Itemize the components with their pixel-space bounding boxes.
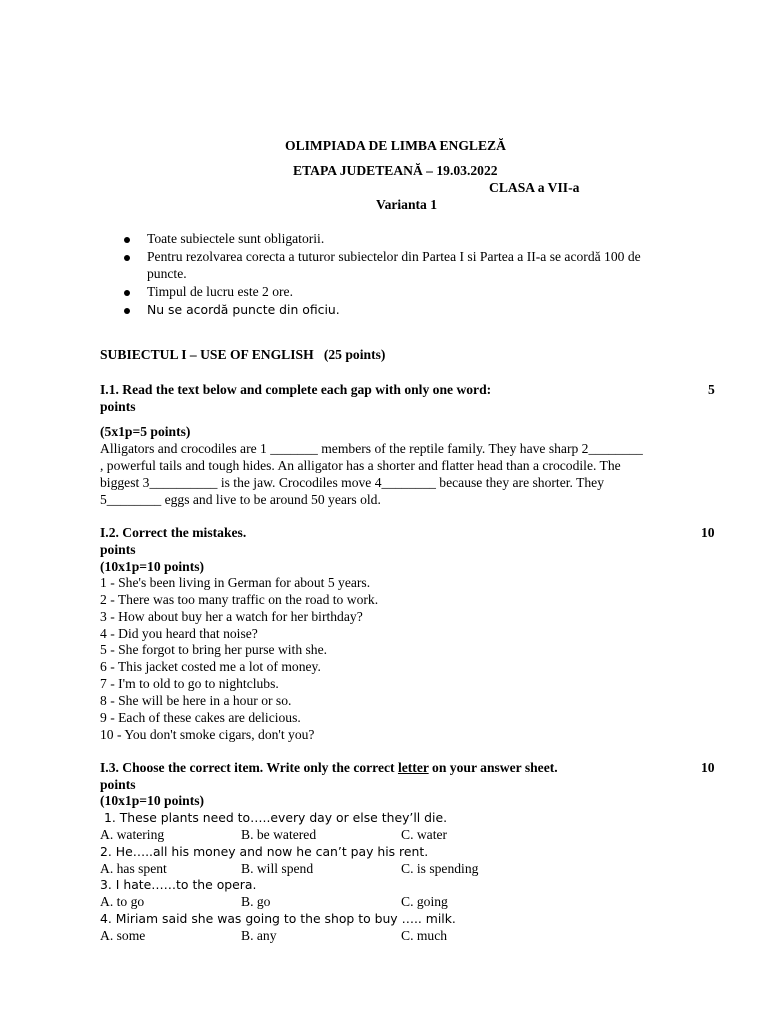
passage-line: , powerful tails and tough hides. An alligator has a shorter and flatter head than a crocodile. The: [100, 458, 621, 473]
option-b: B. go: [241, 894, 271, 909]
question-prompt: 4. Miriam said she was going to the shop to buy ….. milk.: [100, 911, 456, 926]
option-a: A. some: [100, 928, 146, 943]
exam-variant: Varianta 1: [376, 197, 438, 212]
question-prompt: 3. I hate……to the opera.: [100, 877, 257, 892]
mistake-item: 4 - Did you heard that noise?: [100, 626, 258, 641]
option-c: C. going: [401, 894, 448, 909]
option-a: A. to go: [100, 894, 145, 909]
passage-line: biggest 3__________ is the jaw. Crocodiles move 4________ because they are shorter. They: [100, 475, 604, 490]
mistake-item: 6 - This jacket costed me a lot of money.: [100, 659, 321, 674]
question-prompt: 2. He…..all his money and now he can’t pay his rent.: [100, 844, 429, 859]
section-points-word: points: [100, 399, 136, 414]
option-a: A. has spent: [100, 861, 167, 876]
option-c: C. is spending: [401, 861, 479, 876]
rule-item-continuation: puncte.: [147, 266, 187, 281]
mistake-item: 2 - There was too many traffic on the road to work.: [100, 592, 379, 607]
passage-line: 5________ eggs and live to be around 50 years old.: [100, 492, 381, 507]
option-b: B. any: [241, 928, 277, 943]
section-heading: I.2. Correct the mistakes.: [100, 525, 247, 540]
rule-item: Nu se acordă puncte din oficiu.: [147, 302, 340, 317]
option-c: C. much: [401, 928, 448, 943]
option-b: B. will spend: [241, 861, 314, 876]
rule-item: Pentru rezolvarea corecta a tuturor subiectelor din Partea I si Partea a II-a se acordă 100 de: [147, 249, 641, 264]
passage-line: Alligators and crocodiles are 1 _______ members of the reptile family. They have sharp 2________: [100, 441, 643, 456]
section-heading-after: on your answer sheet.: [428, 760, 558, 775]
option-c: C. water: [401, 827, 448, 842]
option-a: A. watering: [100, 827, 165, 842]
section-points-value: 5: [708, 382, 715, 397]
subject-title: SUBIECTUL I – USE OF ENGLISH (25 points): [100, 347, 386, 362]
option-b: B. be watered: [241, 827, 317, 842]
mistake-item: 5 - She forgot to bring her purse with she.: [100, 642, 328, 657]
rule-item: Timpul de lucru este 2 ore.: [147, 284, 293, 299]
bullet-icon: [124, 255, 130, 261]
mistake-item: 3 - How about buy her a watch for her birthday?: [100, 609, 363, 624]
section-heading-underlined: letter: [397, 760, 429, 775]
section-scoring: (10x1p=10 points): [100, 559, 205, 574]
exam-title: OLIMPIADA DE LIMBA ENGLEZĂ: [285, 138, 506, 153]
exam-class: CLASA a VII-a: [489, 180, 580, 195]
exam-stage: ETAPA JUDETEANĂ – 19.03.2022: [293, 163, 498, 178]
mistake-item: 7 - I'm to old to go to nightclubs.: [100, 676, 279, 691]
section-scoring: (10x1p=10 points): [100, 793, 205, 808]
bullet-icon: [124, 290, 130, 296]
mistake-item: 9 - Each of these cakes are delicious.: [100, 710, 301, 725]
section-heading: [100, 760, 558, 777]
mistake-item: 8 - She will be here in a hour or so.: [100, 693, 292, 708]
section-points-word: points: [100, 777, 136, 792]
mistake-item: 1 - She's been living in German for about 5 years.: [100, 575, 371, 590]
section-scoring: (5x1p=5 points): [100, 424, 191, 439]
rule-item: Toate subiectele sunt obligatorii.: [147, 231, 325, 246]
section-heading-before: I.3. Choose the correct item. Write only the correct: [100, 760, 398, 775]
section-points-value: 10: [701, 760, 715, 775]
question-prompt: 1. These plants need to…..every day or else they’ll die.: [100, 810, 448, 825]
section-heading: I.1. Read the text below and complete each gap with only one word:: [100, 382, 492, 397]
section-points-word: points: [100, 542, 136, 557]
mistake-item: 10 - You don't smoke cigars, don't you?: [100, 727, 315, 742]
bullet-icon: [124, 308, 130, 314]
section-points-value: 10: [701, 525, 715, 540]
bullet-icon: [124, 237, 130, 243]
